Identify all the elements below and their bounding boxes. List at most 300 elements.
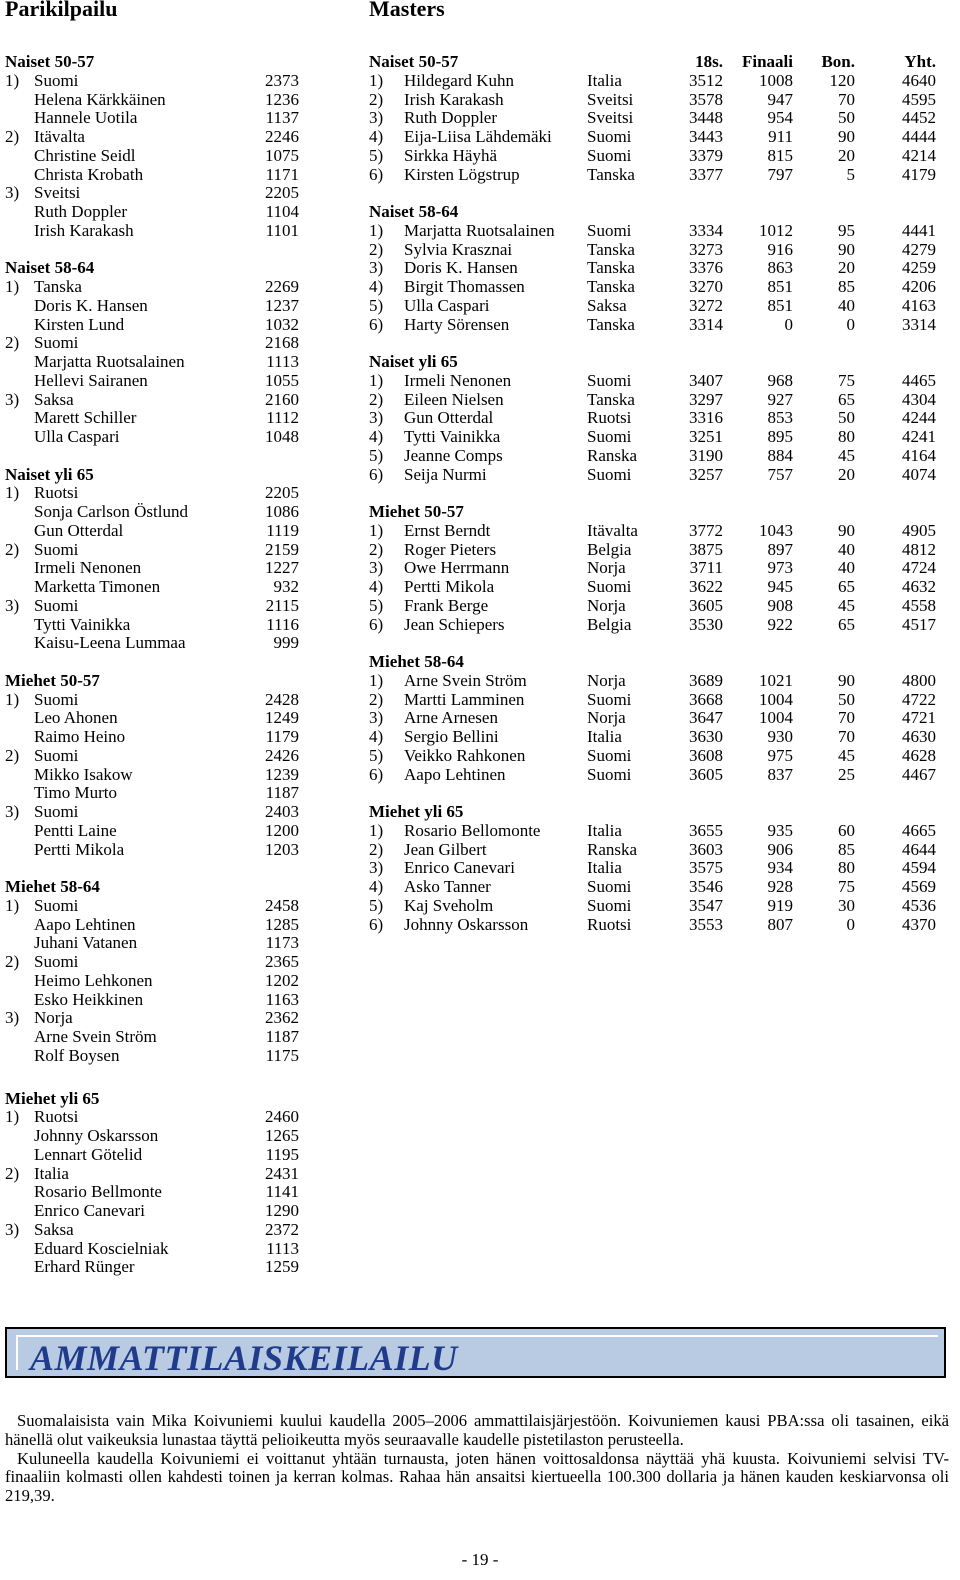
score-final: 919 [767,895,793,915]
team-row [5,391,300,410]
player-name: Hildegard Kuhn [404,70,515,90]
result-row [369,878,938,897]
player-name: Eija-Liisa Lähdemäki [404,127,552,146]
result-row [369,691,938,710]
player-name: Seija Nurmi [404,464,487,484]
score-total: 4517 [902,614,936,634]
group-title-row [369,53,938,72]
score-total: 4164 [902,445,936,465]
player-country: Suomi [587,427,632,446]
score-18-games: 3334 [689,220,723,240]
banner-title: AMMATTILAISKEILAILU [30,1338,458,1378]
score-final: 897 [767,539,793,559]
team-total: 2460 [265,1107,299,1127]
team-country: Itävalta [34,127,85,146]
score-total: 3314 [902,314,936,334]
result-rank: 4) [369,427,384,446]
score-final: 934 [767,858,793,878]
score-total: 4595 [902,89,936,109]
team-country: Suomi [34,689,79,709]
player-name: Enrico Canevari [404,858,515,878]
player-name: Juhani Vatanen [34,933,138,953]
team-rank: 2) [5,539,20,559]
result-row [369,541,938,560]
column-header: Bon. [821,52,855,71]
masters-results [369,53,938,934]
score-total: 4722 [902,689,936,709]
player-score: 1239 [265,764,299,784]
result-row [369,128,938,147]
group-title: Naiset 58-64 [369,202,459,221]
score-18-games: 3407 [689,370,723,390]
score-18-games: 3630 [689,727,723,746]
score-18-games: 3272 [689,295,723,315]
player-name: Sergio Bellini [404,727,499,746]
score-final: 807 [767,914,793,934]
player-name: Heimo Lehkonen [34,970,153,990]
player-name: Jean Schiepers [404,614,505,634]
group-title: Miehet 58-64 [369,652,464,671]
member-row [5,559,300,578]
member-row [5,916,300,935]
score-18-games: 3578 [689,89,723,109]
player-name: Martti Lamminen [404,689,525,709]
player-name: Lennart Götelid [34,1144,143,1164]
team-rank: 1) [5,895,20,915]
score-18-games: 3772 [689,520,723,540]
player-name: Eduard Koscielniak [34,1238,169,1258]
score-bonus: 40 [838,295,855,315]
team-rank: 3) [5,1008,20,1028]
result-row [369,372,938,391]
group-title: Naiset yli 65 [369,352,458,371]
result-row [369,391,938,410]
team-total: 2269 [265,277,299,296]
player-country: Belgia [587,614,632,634]
member-row [5,147,300,166]
player-country: Sveitsi [587,108,634,128]
player-score: 1175 [265,1045,299,1065]
score-total: 4179 [902,164,936,184]
result-row [369,916,938,935]
team-total: 2426 [265,745,299,765]
team-row [5,953,300,972]
score-bonus: 20 [838,145,855,165]
player-score: 1141 [265,1182,299,1202]
score-total: 4206 [902,277,936,296]
result-rank: 6) [369,164,384,184]
result-row [369,447,938,466]
player-country: Italia [587,727,622,746]
player-score: 1179 [265,727,299,746]
team-row [5,484,300,503]
result-row [369,841,938,860]
player-score: 1187 [265,783,299,803]
result-rank: 2) [369,689,384,709]
score-18-games: 3273 [689,239,723,259]
masters-heading: Masters [369,0,445,21]
score-final: 945 [767,577,793,596]
player-score: 1202 [265,970,299,990]
result-rank: 2) [369,539,384,559]
player-country: Suomi [587,745,632,765]
player-country: Norja [587,670,626,690]
team-country: Norja [34,1008,73,1028]
player-name: Esko Heikkinen [34,989,144,1009]
score-total: 4812 [902,539,936,559]
result-rank: 5) [369,445,384,465]
score-bonus: 0 [846,314,855,334]
score-18-games: 3443 [689,127,723,146]
score-18-games: 3257 [689,464,723,484]
team-country: Suomi [34,333,79,353]
group-title: Miehet 58-64 [5,877,100,896]
player-name: Kaisu-Leena Lummaa [34,633,186,653]
score-18-games: 3875 [689,539,723,559]
player-score: 1249 [265,708,299,728]
score-18-games: 3297 [689,389,723,409]
team-country: Ruotsi [34,1107,79,1127]
player-name: Ulla Caspari [34,427,120,446]
player-country: Tanska [587,164,635,184]
score-total: 4665 [902,820,936,840]
team-rank: 3) [5,1219,20,1239]
team-rank: 3) [5,595,20,615]
result-rank: 2) [369,839,384,859]
player-name: Aapo Lehtinen [404,764,506,784]
player-name: Leo Ahonen [34,708,118,728]
group-title-row [369,353,938,372]
result-row [369,822,938,841]
player-name: Irish Karakash [404,89,504,109]
team-row [5,803,300,822]
score-final: 895 [767,427,793,446]
player-country: Belgia [587,539,632,559]
player-score: 1116 [266,614,299,634]
member-row [5,784,300,803]
player-country: Italia [587,70,622,90]
score-bonus: 75 [838,370,855,390]
player-name: Gun Otterdal [404,408,494,428]
score-total: 4244 [902,408,936,428]
score-18-games: 3377 [689,164,723,184]
group-spacer [369,184,938,203]
player-country: Saksa [587,295,627,315]
player-country: Tanska [587,314,635,334]
player-name: Hellevi Sairanen [34,370,148,390]
player-score: 1171 [265,164,299,184]
score-total: 4905 [902,520,936,540]
score-18-games: 3546 [689,877,723,896]
player-country: Suomi [587,464,632,484]
player-name: Arne Arnesen [404,708,498,728]
team-row [5,541,300,560]
team-row [5,1108,300,1127]
score-final: 1004 [759,708,793,728]
group-spacer [5,653,300,672]
score-final: 954 [767,108,793,128]
score-final: 947 [767,89,793,109]
player-score: 1200 [265,820,299,840]
score-final: 973 [767,558,793,578]
result-rank: 6) [369,464,384,484]
score-final: 935 [767,820,793,840]
score-18-games: 3379 [689,145,723,165]
score-bonus: 45 [838,445,855,465]
score-total: 4640 [902,70,936,90]
player-score: 999 [273,633,299,653]
score-total: 4259 [902,258,936,278]
paragraph-text: Suomalaisista vain Mika Koivuniemi kuului kaudella 2005–2006 ammattilaisjärjestöön. Koivuniemen kausi PBA:ssa oli tasainen, eikä hänellä olut vaikeuksia lunastaa täyttä pelioikeutta myös seuraavalle kaudelle pistetilaston perusteella. [5,1411,949,1449]
player-name: Johnny Oskarsson [34,1126,159,1145]
member-row [5,372,300,391]
member-row [5,578,300,597]
player-score: 1032 [265,314,299,334]
member-row [5,222,300,241]
score-final: 815 [767,145,793,165]
score-total: 4800 [902,670,936,690]
player-name: Jeanne Comps [404,445,503,465]
player-name: Jean Gilbert [404,839,487,859]
team-rank: 3) [5,183,20,203]
article-paragraph [5,1450,949,1506]
team-rank: 1) [5,483,20,503]
score-final: 916 [767,239,793,259]
result-rank: 5) [369,145,384,165]
player-country: Tanska [587,277,635,296]
player-name: Kirsten Lund [34,314,125,334]
player-name: Asko Tanner [404,877,491,896]
player-name: Gun Otterdal [34,520,124,540]
member-row [5,709,300,728]
score-bonus: 85 [838,277,855,296]
member-row [5,166,300,185]
score-total: 4558 [902,595,936,615]
score-final: 757 [767,464,793,484]
player-name: Pertti Mikola [404,577,495,596]
result-rank: 5) [369,745,384,765]
score-final: 1043 [759,520,793,540]
result-rank: 4) [369,577,384,596]
team-row [5,128,300,147]
group-spacer [369,334,938,353]
player-country: Norja [587,558,626,578]
player-name: Roger Pieters [404,539,497,559]
score-final: 930 [767,727,793,746]
score-final: 851 [767,277,793,296]
player-name: Tytti Vainikka [34,614,131,634]
team-total: 2246 [265,127,299,146]
result-rank: 1) [369,670,384,690]
player-name: Sylvia Krasznai [404,239,513,259]
player-country: Ruotsi [587,914,632,934]
team-total: 2372 [265,1219,299,1239]
score-total: 4467 [902,764,936,784]
score-total: 4444 [902,127,936,146]
score-total: 4465 [902,370,936,390]
team-rank: 2) [5,333,20,353]
score-total: 4452 [902,108,936,128]
player-country: Suomi [587,895,632,915]
member-row [5,503,300,522]
member-row [5,972,300,991]
team-row [5,747,300,766]
result-rank: 3) [369,258,384,278]
player-country: Italia [587,858,622,878]
score-18-games: 3668 [689,689,723,709]
group-title-row [369,803,938,822]
team-rank: 2) [5,1163,20,1183]
score-final: 863 [767,258,793,278]
team-country: Italia [34,1163,69,1183]
score-bonus: 5 [846,164,855,184]
result-rank: 1) [369,70,384,90]
score-18-games: 3314 [689,314,723,334]
player-score: 1119 [266,520,299,540]
result-rank: 6) [369,314,384,334]
player-name: Veikko Rahkonen [404,745,526,765]
team-total: 2431 [265,1163,299,1183]
result-rank: 1) [369,370,384,390]
group-spacer [5,1066,300,1090]
team-total: 2115 [265,595,299,615]
team-rank: 3) [5,802,20,821]
player-name: Rolf Boysen [34,1045,120,1065]
professional-bowling-banner [5,1327,946,1378]
team-country: Suomi [34,539,79,559]
group-title-row [369,203,938,222]
group-title: Miehet yli 65 [5,1088,100,1108]
player-score: 1163 [265,989,299,1009]
member-row [5,522,300,541]
team-row [5,334,300,353]
score-final: 1004 [759,689,793,709]
player-name: Marketta Timonen [34,577,161,596]
player-name: Ruth Doppler [404,108,498,128]
score-total: 4241 [902,427,936,446]
score-18-games: 3190 [689,445,723,465]
group-title: Naiset 58-64 [5,258,95,278]
team-row [5,184,300,203]
result-rank: 2) [369,389,384,409]
result-rank: 6) [369,764,384,784]
score-final: 922 [767,614,793,634]
score-18-games: 3603 [689,839,723,859]
result-row [369,259,938,278]
player-name: Aapo Lehtinen [34,914,136,934]
score-bonus: 70 [838,89,855,109]
score-18-games: 3530 [689,614,723,634]
score-final: 906 [767,839,793,859]
member-row [5,1202,300,1221]
player-country: Suomi [587,577,632,596]
player-name: Ruth Doppler [34,202,128,221]
result-row [369,522,938,541]
player-name: Mikko Isakow [34,764,133,784]
group-spacer [5,447,300,466]
team-row [5,278,300,297]
player-name: Frank Berge [404,595,489,615]
member-row [5,1028,300,1047]
player-name: Hannele Uotila [34,108,138,128]
player-name: Doris K. Hansen [404,258,518,278]
player-name: Harty Sörensen [404,314,510,334]
score-18-games: 3605 [689,595,723,615]
score-total: 4279 [902,239,936,259]
team-total: 2428 [265,689,299,709]
team-total: 2373 [265,70,299,90]
player-name: Rosario Bellomonte [404,820,541,840]
result-rank: 3) [369,108,384,128]
player-score: 1112 [266,408,299,428]
player-score: 1285 [265,914,299,934]
score-18-games: 3655 [689,820,723,840]
group-title-row [369,503,938,522]
player-score: 1265 [265,1126,299,1145]
group-title-row [369,653,938,672]
score-bonus: 90 [838,127,855,146]
player-country: Suomi [587,220,632,240]
result-rank: 6) [369,614,384,634]
score-bonus: 0 [846,914,855,934]
column-header: 18s. [695,52,723,71]
player-score: 1237 [265,295,299,315]
score-bonus: 120 [829,70,855,90]
player-name: Christa Krobath [34,164,144,184]
article-paragraph [5,1412,949,1449]
score-bonus: 50 [838,108,855,128]
result-row [369,616,938,635]
score-bonus: 65 [838,389,855,409]
column-header: Finaali [741,52,793,71]
member-row [5,91,300,110]
score-18-games: 3553 [689,914,723,934]
player-country: Itävalta [587,520,638,540]
result-row [369,597,938,616]
player-country: Tanska [587,239,635,259]
result-row [369,297,938,316]
player-name: Christine Seidl [34,145,136,165]
team-rank: 2) [5,745,20,765]
team-rank: 2) [5,127,20,146]
member-row [5,841,300,860]
team-country: Suomi [34,595,79,615]
player-name: Ernst Berndt [404,520,491,540]
team-row [5,1165,300,1184]
score-18-games: 3316 [689,408,723,428]
member-row [5,1127,300,1146]
team-total: 2458 [265,895,299,915]
score-18-games: 3575 [689,858,723,878]
player-country: Suomi [587,877,632,896]
result-rank: 3) [369,408,384,428]
team-total: 2168 [265,333,299,353]
player-country: Sveitsi [587,89,634,109]
result-rank: 5) [369,295,384,315]
score-18-games: 3251 [689,427,723,446]
player-name: Kaj Sveholm [404,895,494,915]
player-country: Italia [587,820,622,840]
score-bonus: 40 [838,558,855,578]
score-bonus: 90 [838,670,855,690]
group-title: Miehet 50-57 [5,670,100,690]
score-final: 928 [767,877,793,896]
result-row [369,109,938,128]
player-name: Marett Schiller [34,408,137,428]
result-row [369,747,938,766]
banner-inner-frame [16,1335,938,1378]
score-final: 1008 [759,70,793,90]
